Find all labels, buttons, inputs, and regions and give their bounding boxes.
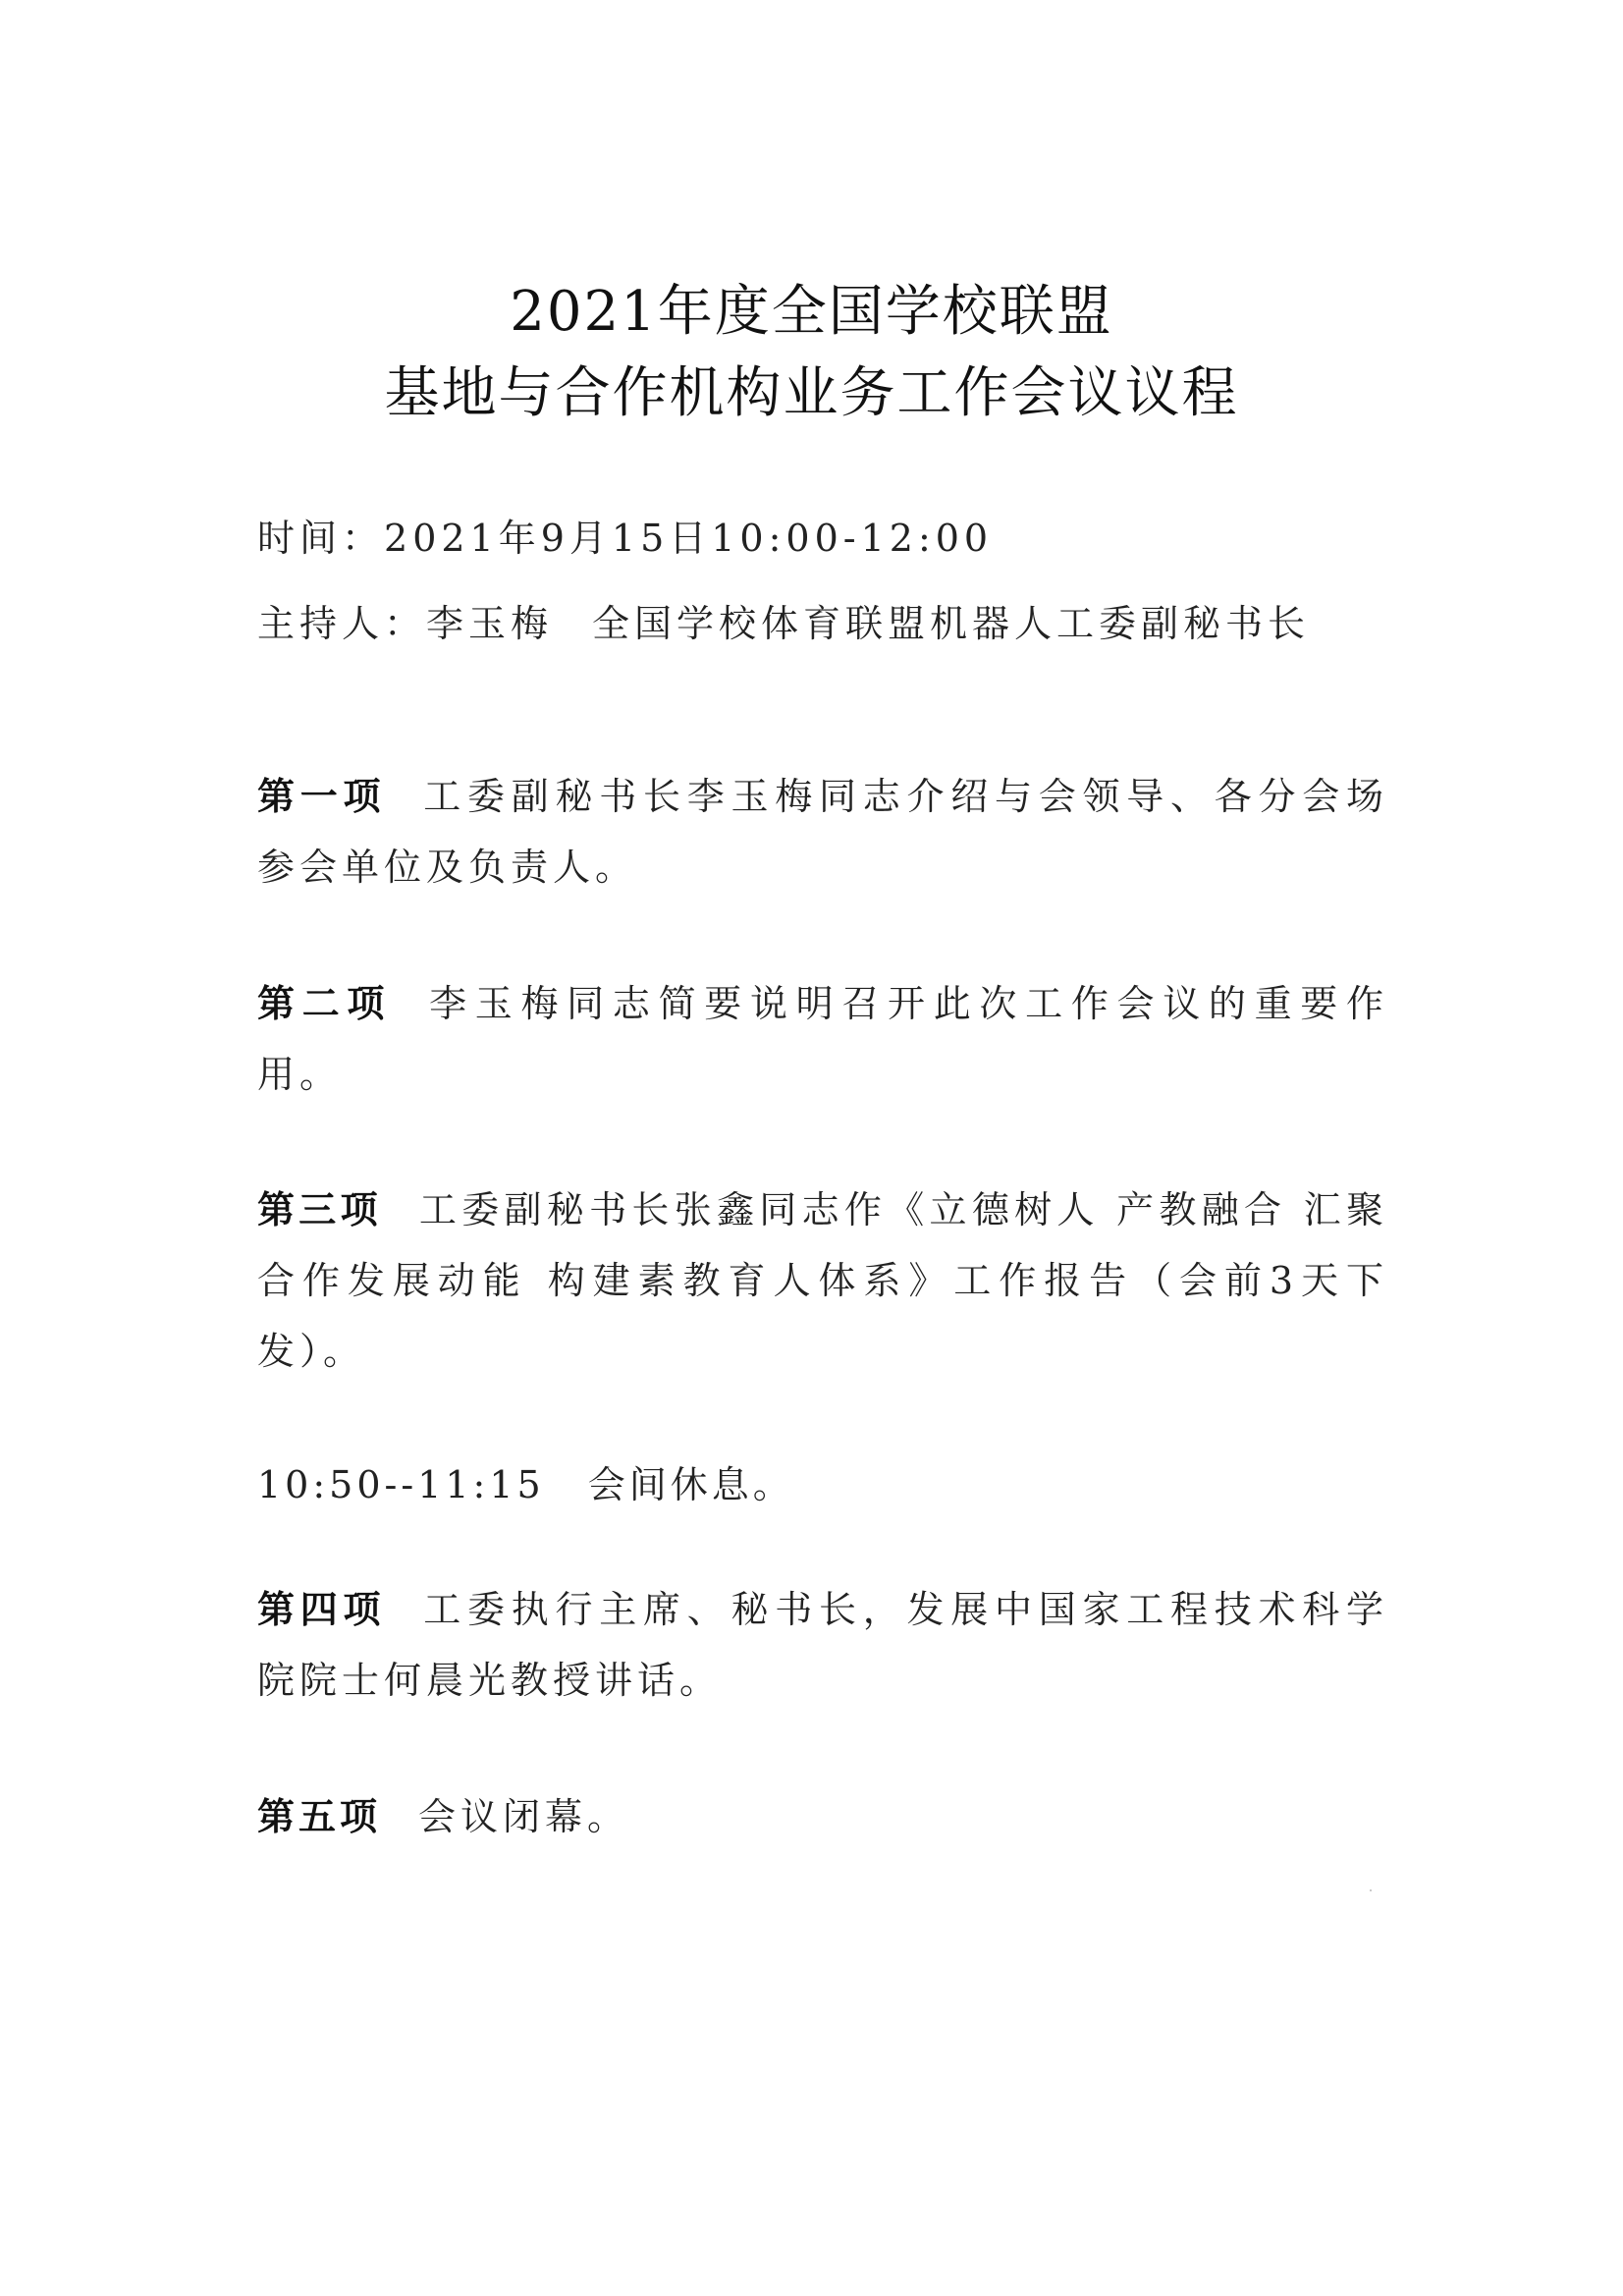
agenda-item-head: 第三项 bbox=[257, 1188, 382, 1231]
break-text: 会间休息。 bbox=[587, 1463, 794, 1506]
time-label: 时间： bbox=[257, 517, 385, 560]
agenda-item-head: 第一项 bbox=[257, 775, 387, 818]
agenda-item-2 bbox=[257, 968, 1388, 1110]
host-title: 全国学校体育联盟机器人工委副秘书长 bbox=[592, 602, 1311, 645]
agenda-item-head: 第二项 bbox=[257, 982, 393, 1025]
title-line-2: 基地与合作机构业务工作会议议程 bbox=[384, 361, 1239, 425]
break-note bbox=[257, 1455, 794, 1514]
agenda-item-text: 工委执行主席、秘书长，发展中国家工程技术科学院院士何晨光教授讲话。 bbox=[257, 1588, 1388, 1702]
time-value: 2021年9月15日10:00-12:00 bbox=[384, 517, 994, 560]
title-line-1: 2021年度全国学校联盟 bbox=[510, 280, 1113, 344]
meeting-host bbox=[257, 599, 1310, 648]
host-label: 主持人： bbox=[257, 602, 427, 645]
meeting-time bbox=[257, 514, 993, 563]
agenda-item-text: 李玉梅同志简要说明召开此次工作会议的重要作用。 bbox=[257, 982, 1388, 1096]
agenda-item-head: 第五项 bbox=[257, 1795, 382, 1838]
agenda-item-text: 工委副秘书长张鑫同志作《立德树人 产教融合 汇聚合作发展动能 构建素教育人体系》工作报告（会前3天下发）。 bbox=[257, 1188, 1388, 1373]
agenda-item-1 bbox=[257, 761, 1388, 902]
agenda-item-3 bbox=[257, 1175, 1388, 1387]
agenda-item-5 bbox=[257, 1781, 1388, 1852]
agenda-item-text: 工委副秘书长李玉梅同志介绍与会领导、各分会场参会单位及负责人。 bbox=[257, 775, 1388, 889]
agenda-item-text: 会议闭幕。 bbox=[418, 1795, 630, 1838]
agenda-item-head: 第四项 bbox=[257, 1588, 387, 1631]
break-time: 10:50--11:15 bbox=[257, 1463, 545, 1506]
scan-speck bbox=[1370, 1889, 1372, 1891]
agenda-item-4 bbox=[257, 1574, 1388, 1716]
host-name: 李玉梅 bbox=[426, 602, 554, 645]
